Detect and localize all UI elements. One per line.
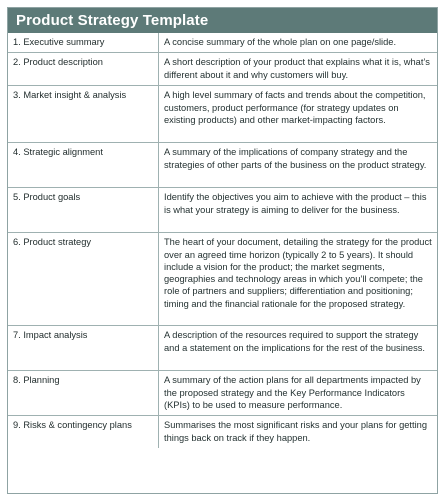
section-description: Summarises the most significant risks and your plans for getting things back on track if they happen. [159,416,438,449]
section-label: 5. Product goals [8,188,159,233]
table-row [8,416,437,449]
section-label: 6. Product strategy [8,233,159,326]
table-row [8,53,437,86]
table-row [8,371,437,416]
section-label: 1. Executive summary [8,33,159,53]
table-row [8,233,437,326]
page-title: Product Strategy Template [8,8,437,33]
section-description: A summary of the action plans for all departments impacted by the proposed strategy and the Key Performance Indicators (KPIs) to be used to measure performance. [159,371,438,416]
section-description: Identify the objectives you aim to achieve with the product – this is what your strategy is aiming to deliver for the business. [159,188,438,233]
section-label: 3. Market insight & analysis [8,86,159,143]
section-label: 2. Product description [8,53,159,86]
section-label: 4. Strategic alignment [8,143,159,188]
table-row [8,143,437,188]
section-description: A concise summary of the whole plan on one page/slide. [164,37,397,47]
section-description: The heart of your document, detailing the strategy for the product over an agreed time horizon (typically 2 to 5 years). It should include a vision for the product; the market segments, geographies and technology areas in which you’ll compete; the role of partners and suppliers; differentiation and positioning; timing and the financial rationale for the proposed strategy. [159,233,438,326]
section-label: 7. Impact analysis [8,326,159,371]
table-row [8,86,437,143]
table-row [8,33,437,53]
section-description: A description of the resources required to support the strategy and a statement on the implications for the rest of the business. [159,326,438,371]
table-row [8,188,437,233]
section-label: 8. Planning [8,371,159,416]
table-row [8,326,437,371]
section-description: A high level summary of facts and trends about the competition, customers, product performance (for strategy updates on existing products) and other market-impacting factors. [159,86,438,143]
template-panel [7,7,438,494]
section-description: A summary of the implications of company strategy and the strategies of other parts of the business on the product strategy. [159,143,438,188]
section-description: A short description of your product that explains what it is, what’s different about it and why customers will buy. [159,53,438,86]
section-label: 9. Risks & contingency plans [8,416,159,449]
strategy-table [8,33,437,448]
